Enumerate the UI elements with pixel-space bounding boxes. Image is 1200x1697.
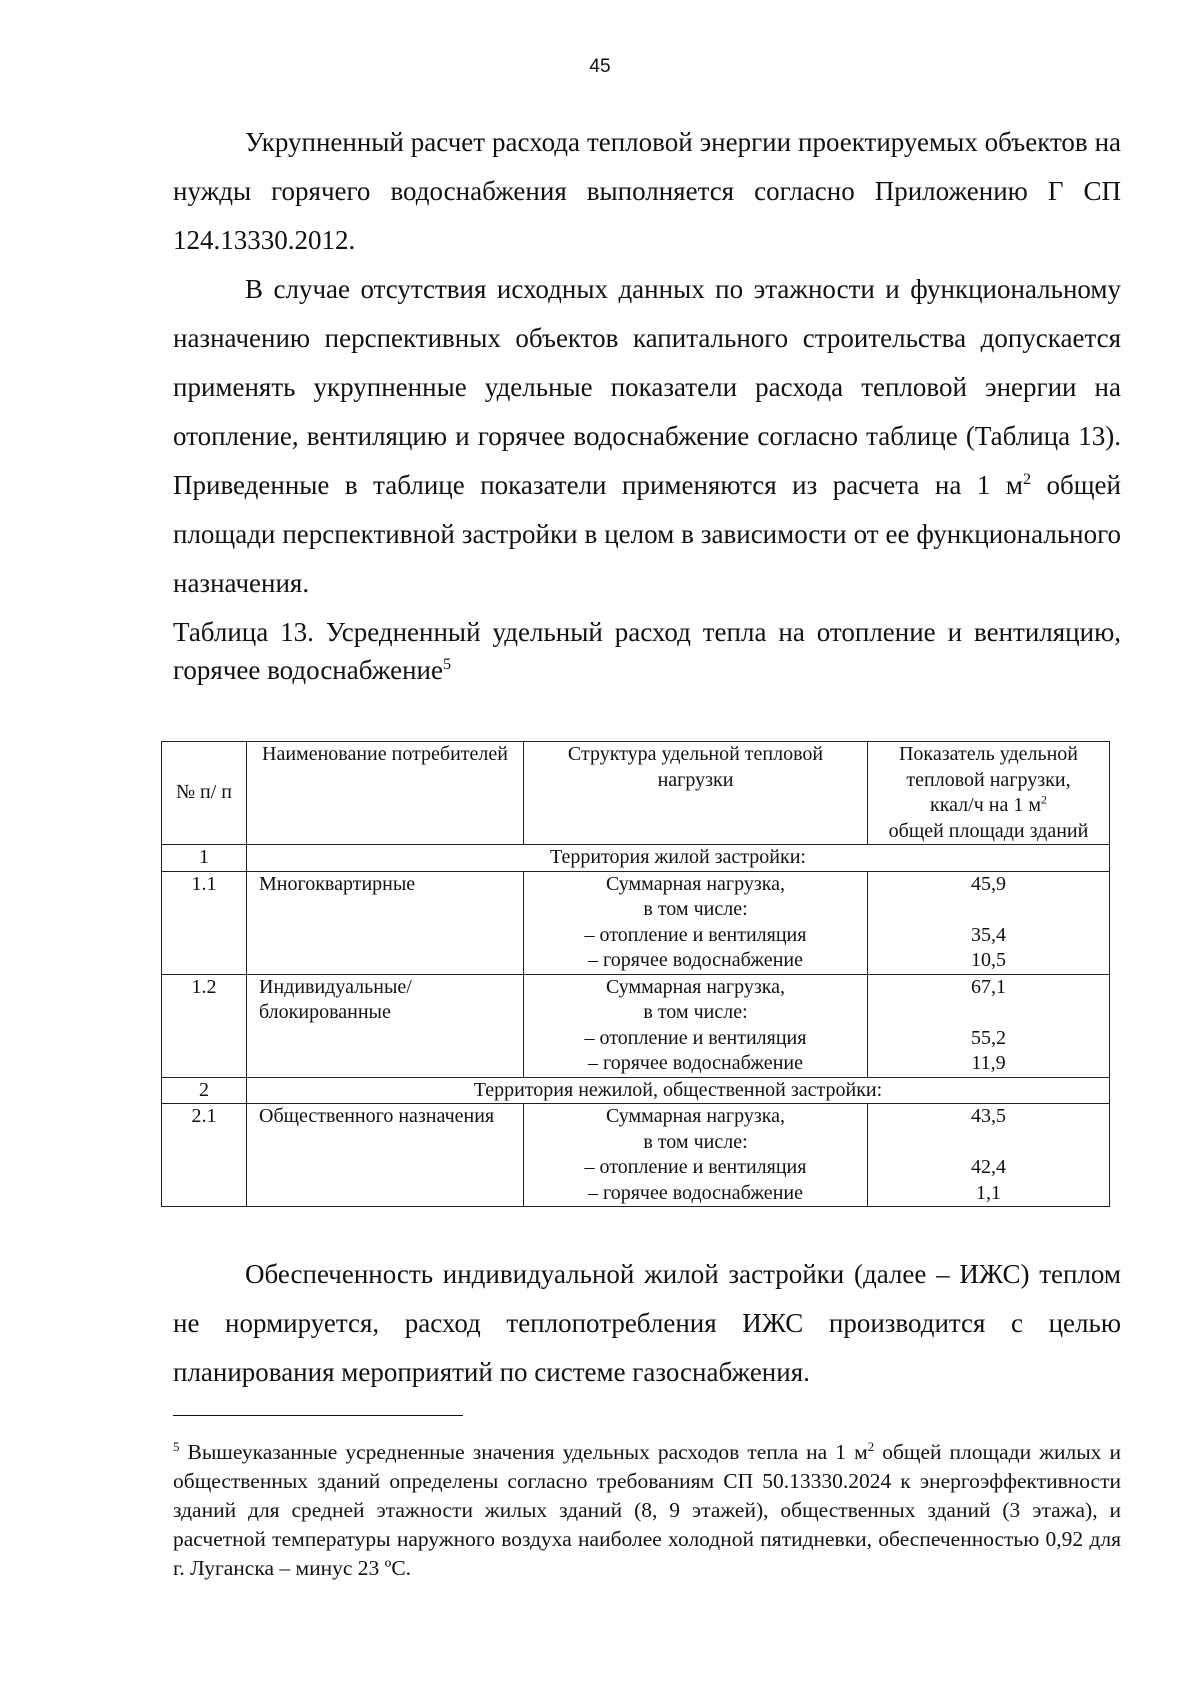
value-hot-water: 11,9	[971, 1052, 1006, 1074]
value-heating: 55,2	[971, 1026, 1006, 1049]
row-consumer: Индивидуальные/ блокированные	[247, 974, 524, 1077]
paragraph-text: общей площади перспективной застройки в целом в зависимости от ее функционального назначения.	[173, 470, 1121, 598]
table-row	[162, 871, 1110, 974]
structure-line: в том числе:	[643, 1001, 748, 1023]
superscript: 2	[1041, 792, 1047, 807]
row-number: 2.1	[162, 1104, 247, 1207]
value-heating: 35,4	[971, 923, 1006, 946]
structure-line: Суммарная нагрузка,	[605, 975, 786, 998]
header-indicator-line: тепловой нагрузки,	[906, 768, 1071, 791]
row-structure	[524, 1104, 868, 1207]
structure-line: – горячее водоснабжение	[588, 1181, 803, 1204]
table-header-row	[162, 742, 1110, 845]
structure-line: – горячее водоснабжение	[588, 1052, 803, 1074]
row-values	[868, 1104, 1110, 1207]
header-indicator-line: общей площади зданий	[888, 819, 1089, 842]
footnote-text: общей площади жилых и общественных зданий определены согласно требованиям СП 50.13330.2024 к энергоэффективности зданий для средней этажности жилых зданий (8, 9 этажей), общественных зданий (3 этажа), и расчетной температуры наружного воздуха наиболее холодной пятидневки, обеспеченностью 0,92 для г. Луганска – минус 23 ºС.	[173, 1440, 1121, 1580]
value-hot-water: 1,1	[976, 1181, 1001, 1204]
section-title: Территория жилой застройки:	[247, 845, 1110, 872]
header-unit: ккал/ч на 1 м	[929, 794, 1041, 816]
structure-line: Суммарная нагрузка,	[605, 872, 786, 895]
structure-line: – горячее водоснабжение	[588, 949, 803, 971]
section-row	[162, 845, 1110, 872]
heat-load-table	[161, 741, 1110, 1207]
value-total: 43,5	[971, 1105, 1006, 1127]
paragraph-aggregated-indicators	[173, 265, 1121, 608]
row-number: 1.1	[162, 871, 247, 974]
row-number: 1.2	[162, 974, 247, 1077]
header-indicator-line	[872, 793, 1105, 819]
paragraph-text: В случае отсутствия исходных данных по этажности и функциональному назначению перспективных объектов капитального строительства допускается применять укрупненные удельные показатели расхода тепловой энергии на отопление, вентиляцию и горячее водоснабжение согласно таблице (Таблица 13). Приведенные в таблице показатели применяются из расчета на 1 м	[173, 274, 1121, 500]
header-number: № п/ п	[162, 742, 247, 845]
paragraph-izhs: Обеспеченность индивидуальной жилой застройки (далее – ИЖС) теплом не нормируется, расход теплопотребления ИЖС производится с целью планирования мероприятий по системе газоснабжения.	[173, 1259, 1121, 1387]
page-number: 45	[589, 56, 611, 77]
value-blank	[872, 897, 1105, 923]
row-values	[868, 871, 1110, 974]
row-consumer: Многоквартирные	[247, 871, 524, 974]
structure-line: Суммарная нагрузка,	[605, 1105, 786, 1127]
section-row	[162, 1077, 1110, 1104]
table-caption	[173, 613, 1121, 689]
table-row	[162, 974, 1110, 1077]
section-number: 1	[162, 845, 247, 872]
value-hot-water: 10,5	[971, 949, 1006, 971]
table-row	[162, 1104, 1110, 1207]
table-caption-text	[173, 613, 1121, 689]
value-blank	[872, 1130, 1105, 1156]
value-heating: 42,4	[971, 1156, 1006, 1178]
conclusion-text	[173, 1250, 1121, 1397]
footnote-marker: 5	[173, 1439, 180, 1454]
row-consumer: Общественного назначения	[247, 1104, 524, 1207]
value-total: 67,1	[971, 975, 1006, 998]
section-number: 2	[162, 1077, 247, 1104]
row-structure	[524, 871, 868, 974]
header-structure: Структура удельной тепловой нагрузки	[524, 742, 868, 845]
footnote-text: Вышеуказанные усредненные значения удельных расходов тепла на 1 м	[179, 1440, 868, 1464]
intro-text	[173, 118, 1121, 608]
section-title: Территория нежилой, общественной застройки:	[247, 1077, 1110, 1104]
superscript: 2	[867, 1439, 875, 1454]
footnote-separator	[173, 1415, 463, 1416]
footnote	[173, 1438, 1121, 1583]
header-indicator	[868, 742, 1110, 845]
structure-line: в том числе:	[643, 898, 748, 920]
header-consumer: Наименование потребителей	[247, 742, 524, 845]
structure-line: – отопление и вентиляция	[584, 1026, 807, 1049]
row-values	[868, 974, 1110, 1077]
value-total: 45,9	[971, 872, 1006, 895]
structure-line: – отопление и вентиляция	[584, 923, 807, 946]
footnote-reference: 5	[442, 655, 452, 673]
paragraph-hot-water: Укрупненный расчет расхода тепловой энергии проектируемых объектов на нужды горячего водоснабжения выполняется согласно Приложению Г СП 124.13330.2012.	[173, 127, 1121, 255]
structure-line: – отопление и вентиляция	[584, 1156, 807, 1178]
caption-text: Таблица 13. Усредненный удельный расход тепла на отопление и вентиляцию, горячее водоснабжение	[173, 617, 1121, 685]
structure-line: в том числе:	[643, 1130, 748, 1153]
row-structure	[524, 974, 868, 1077]
header-indicator-line: Показатель удельной	[898, 743, 1078, 765]
superscript: 2	[1022, 470, 1032, 488]
value-blank	[872, 1000, 1105, 1026]
